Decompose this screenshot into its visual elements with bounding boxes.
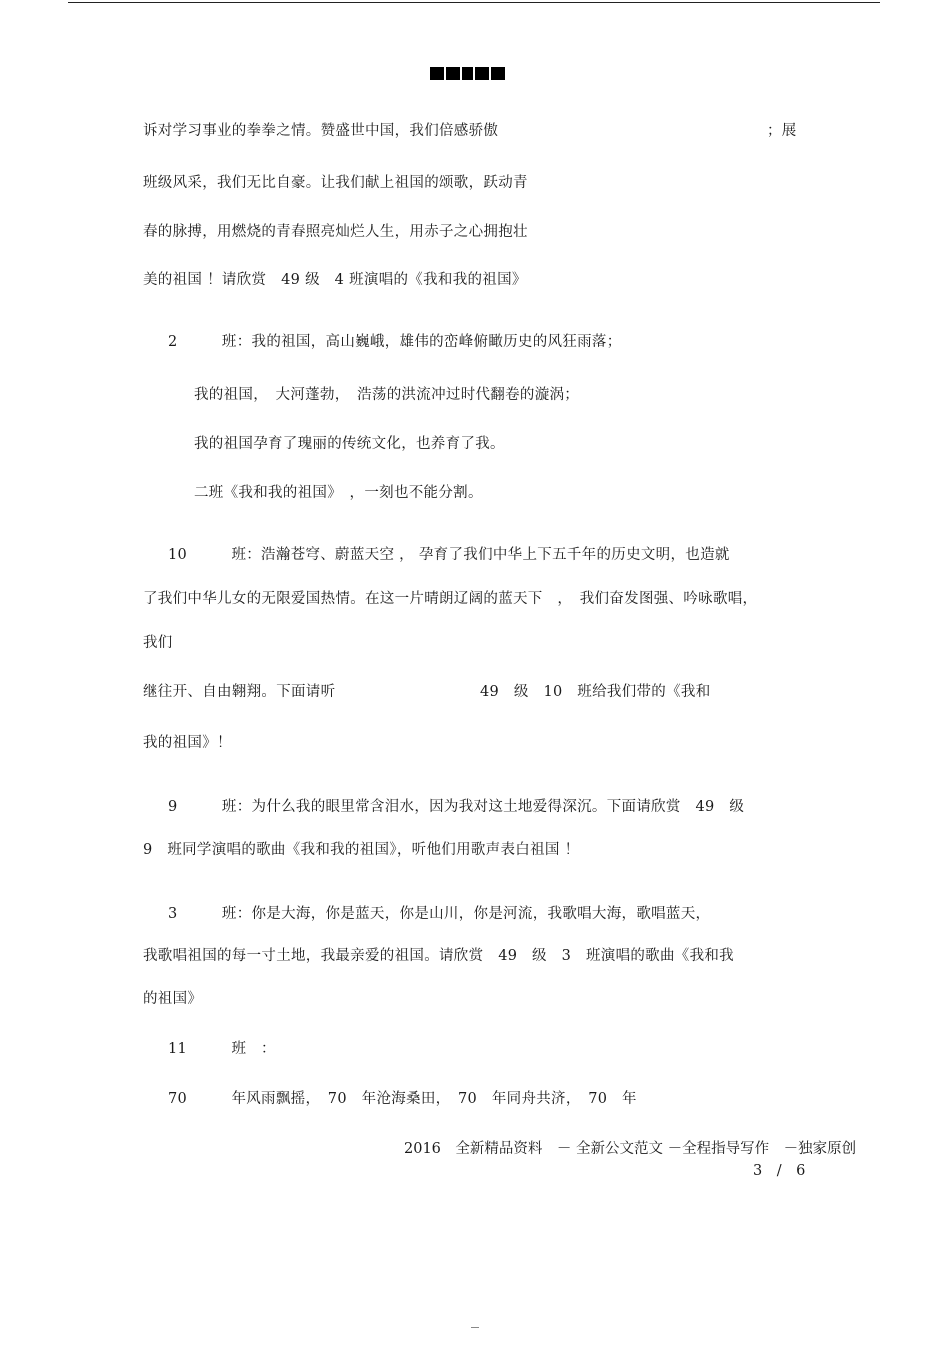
paragraph-line: 诉对学习事业的拳拳之情。赞盛世中国，我们倍感骄傲 [143,123,499,139]
paragraph-line: 美的祖国 ！请欣赏 49 级 4 班演唱的《我和我的祖国》 [143,272,527,288]
paragraph-line: 2 班：我的祖国，高山巍峨，雄伟的峦峰俯瞰历史的风狂雨落； [168,334,622,350]
paragraph-line: 我的祖国， 大河蓬勃， 浩荡的洪流冲过时代翻卷的漩涡； [194,387,580,403]
paragraph-line: 我歌唱祖国的每一寸土地，我最亲爱的祖国。请欣赏 49 级 3 班演唱的歌曲《我和我 [143,948,734,964]
paragraph-line: 9 班同学演唱的歌曲《我和我的祖国》，听他们用歌声表白祖国 ！ [143,842,580,858]
page-number: 3 / 6 [753,1163,806,1179]
paragraph-line: 我的祖国孕育了瑰丽的传统文化，也养育了我。 [194,436,505,452]
paragraph-line: 我们 [143,635,173,651]
paragraph-line: 10 班：浩瀚苍穹、蔚蓝天空 ， 孕育了我们中华上下五千年的历史文明，也造就 [168,547,730,563]
paragraph-line: ；展 [767,123,797,139]
paragraph-line: 9 班：为什么我的眼里常含泪水，因为我对这土地爱得深沉。下面请欣赏 49 级 [168,799,745,815]
bottom-mark [471,1327,479,1328]
paragraph-line: 11 班 ： [168,1041,276,1057]
footer-promo: 2016 全新精品资料 － 全新公文范文 －全程指导写作 －独家原创 [404,1141,857,1157]
paragraph-line: 我的祖国》！ [143,735,232,751]
paragraph-line: 的祖国》 [143,991,203,1007]
paragraph-line: 二班《我和我的祖国》 ，一刻也不能分割。 [194,485,483,501]
paragraph-line: 70 年风雨飘摇， 70 年沧海桑田， 70 年同舟共济， 70 年 [168,1091,637,1107]
paragraph-line: 继往开、自由翱翔。下面请听 [143,684,336,700]
top-rule [68,2,880,3]
paragraph-line: 春的脉搏，用燃烧的青春照亮灿烂人生，用赤子之心拥抱壮 [143,224,528,240]
paragraph-line: 了我们中华儿女的无限爱国热情。在这一片晴朗辽阔的蓝天下 ， 我们奋发图强、吟咏歌唱， [143,591,758,607]
paragraph-line: 班级风采，我们无比自豪。让我们献上祖国的颂歌，跃动青 [143,175,528,191]
paragraph-line: 3 班：你是大海，你是蓝天，你是山川，你是河流，我歌唱大海，歌唱蓝天， [168,906,711,922]
paragraph-line: 49 级 10 班给我们带的《我和 [480,684,711,700]
redacted-header-mark [430,67,505,80]
